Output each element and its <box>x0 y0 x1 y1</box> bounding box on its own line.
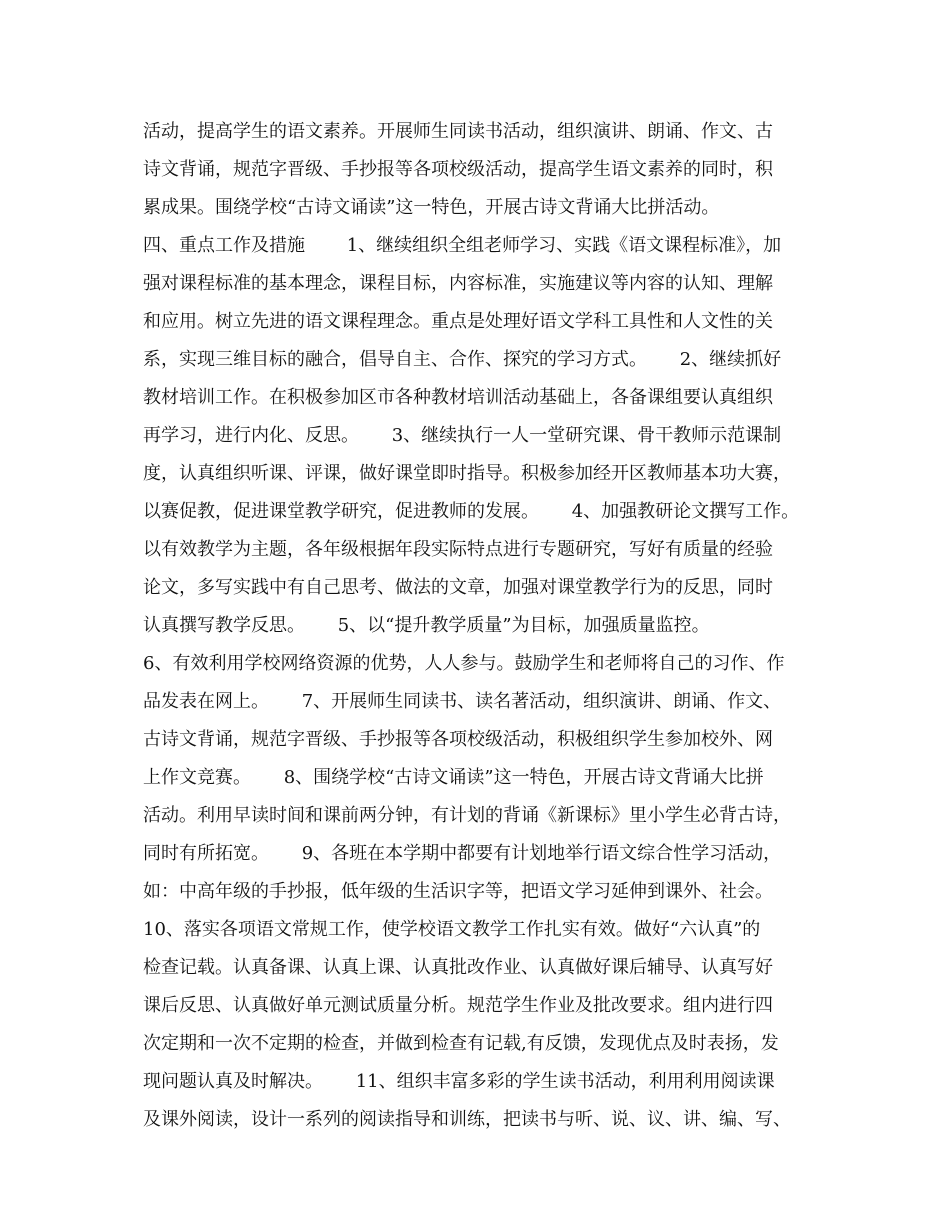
body-text <box>143 113 823 1139</box>
text-line: 再学习，进行内化、反思。 3、继续执行一人一堂研究课、骨干教师示范课制 <box>143 425 782 446</box>
text-line: 如：中高年级的手抄报，低年级的生活识字等，把语文学习延伸到课外、社会。 <box>143 881 773 902</box>
text-line: 教材培训工作。在积极参加区市各种教材培训活动基础上，各备课组要认真组织 <box>143 387 773 408</box>
text-line: 系，实现三维目标的融合，倡导自主、合作、探究的学习方式。 2、继续抓好 <box>143 349 782 370</box>
text-line: 以赛促教，促进课堂教学研究，促进教师的发展。 4、加强教研论文撰写工作。 <box>143 501 800 522</box>
text-line: 检查记载。认真备课、认真上课、认真批改作业、认真做好课后辅导、认真写好 <box>143 957 773 978</box>
text-line: 以有效教学为主题，各年级根据年段实际特点进行专题研究，写好有质量的经验 <box>143 539 773 560</box>
text-line: 课后反思、认真做好单元测试质量分析。规范学生作业及批改要求。组内进行四 <box>143 995 773 1016</box>
text-line: 活动。利用早读时间和课前两分钟，有计划的背诵《新课标》里小学生必背古诗， <box>143 805 791 826</box>
text-line: 6、有效利用学校网络资源的优势，人人参与。鼓励学生和老师将自己的习作、作 <box>143 653 785 674</box>
text-line: 10、落实各项语文常规工作，使学校语文教学工作扎实有效。做好“六认真”的 <box>143 919 761 940</box>
text-line: 论文，多写实践中有自己思考、做法的文章，加强对课堂教学行为的反思，同时 <box>143 577 773 598</box>
text-line: 认真撰写教学反思。 5、以“提升教学质量”为目标，加强质量监控。 <box>143 615 710 636</box>
text-line: 四、重点工作及措施 1、继续组织全组老师学习、实践《语文课程标准》，加 <box>143 235 782 256</box>
text-line: 次定期和一次不定期的检查，并做到检查有记载,有反馈，发现优点及时表扬，发 <box>143 1033 779 1054</box>
text-line: 诗文背诵，规范字晋级、手抄报等各项校级活动，提高学生语文素养的同时，积 <box>143 159 773 180</box>
text-line: 古诗文背诵，规范字晋级、手抄报等各项校级活动，积极组织学生参加校外、网 <box>143 729 773 750</box>
text-line: 上作文竞赛。 8、围绕学校“古诗文诵读”这一特色，开展古诗文背诵大比拼 <box>143 767 764 788</box>
text-line: 度，认真组织听课、评课，做好课堂即时指导。积极参加经开区教师基本功大赛， <box>143 463 791 484</box>
text-line: 累成果。围绕学校“古诗文诵读”这一特色，开展古诗文背诵大比拼活动。 <box>143 197 720 218</box>
text-line: 和应用。树立先进的语文课程理念。重点是处理好语文学科工具性和人文性的关 <box>143 311 773 332</box>
text-line: 强对课程标准的基本理念，课程目标，内容标准，实施建议等内容的认知、理解 <box>143 273 773 294</box>
text-line: 同时有所拓宽。 9、各班在本学期中都要有计划地举行语文综合性学习活动， <box>143 843 782 864</box>
text-line: 及课外阅读，设计一系列的阅读指导和训练，把读书与听、说、议、讲、编、写、 <box>143 1109 791 1130</box>
text-line: 现问题认真及时解决。 11、组织丰富多彩的学生读书活动，利用利用阅读课 <box>143 1071 775 1092</box>
text-line: 活动，提高学生的语文素养。开展师生同读书活动，组织演讲、朗诵、作文、古 <box>143 121 773 142</box>
text-line: 品发表在网上。 7、开展师生同读书、读名著活动，组织演讲、朗诵、作文、 <box>143 691 782 712</box>
